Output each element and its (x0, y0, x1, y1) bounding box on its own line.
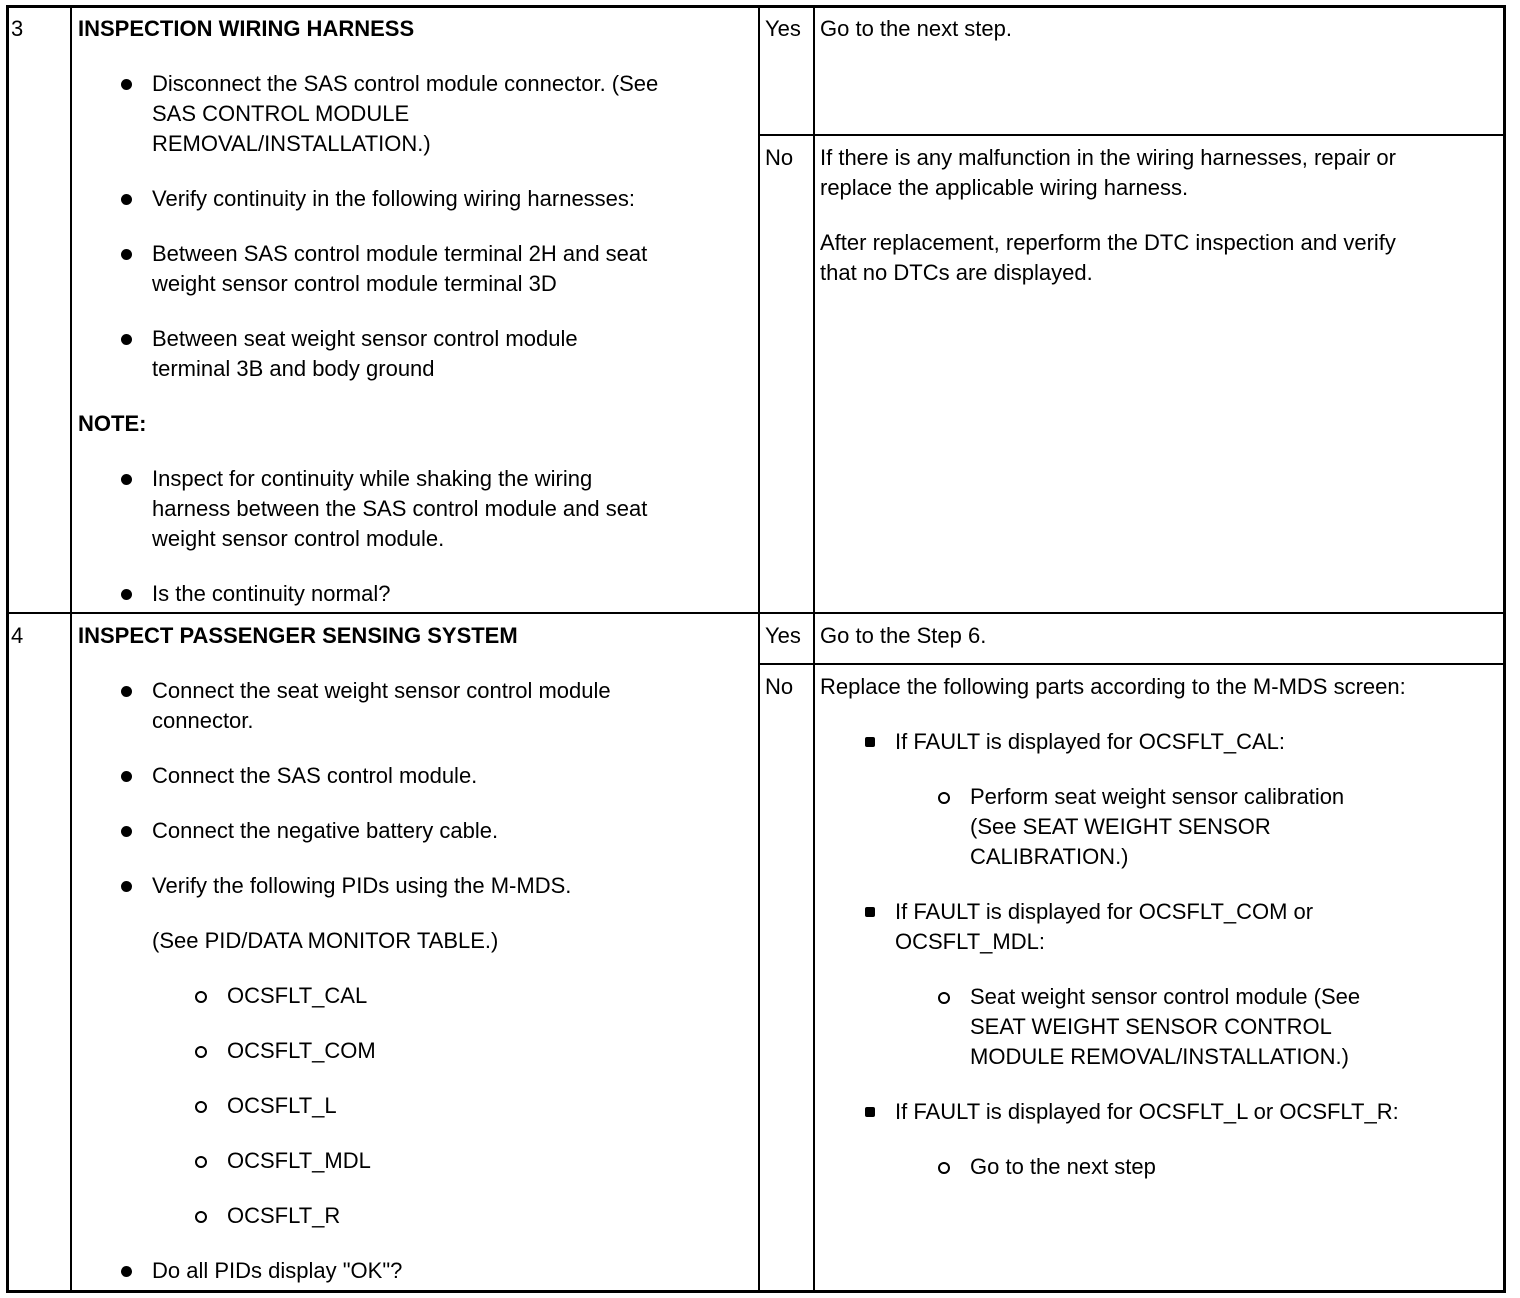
question-line: Do all PIDs display "OK"? (152, 1258, 403, 1283)
bullet-icon (121, 589, 132, 600)
bullet-icon (865, 737, 875, 747)
sub-bullet-icon (195, 991, 207, 1003)
sub-bullet-icon (195, 1101, 207, 1113)
instruction-line: REMOVAL/INSTALLATION.) (152, 131, 431, 156)
sub-bullet-icon (938, 792, 950, 804)
pid-item: OCSFLT_COM (227, 1038, 376, 1063)
bullet-icon (121, 79, 132, 90)
step-number: 3 (11, 16, 24, 41)
yes-label: Yes (765, 16, 801, 41)
pid-item: OCSFLT_MDL (227, 1148, 371, 1173)
instruction-line: Between SAS control module terminal 2H and seat (152, 241, 648, 266)
step-number: 4 (11, 623, 24, 648)
instruction-line: Verify continuity in the following wiring harnesses: (152, 186, 636, 211)
yes-action: Go to the Step 6. (820, 623, 987, 648)
no-action-line: After replacement, reperform the DTC inspection and verify (820, 230, 1396, 255)
remedy-line: CALIBRATION.) (970, 844, 1129, 869)
bullet-icon (121, 686, 132, 697)
no-action-line: If there is any malfunction in the wiring harnesses, repair or (820, 145, 1396, 170)
no-action-intro: Replace the following parts according to the M-MDS screen: (820, 674, 1406, 699)
bullet-icon (121, 881, 132, 892)
instruction-line: Connect the SAS control module. (152, 763, 478, 788)
bullet-icon (121, 771, 132, 782)
pid-item: OCSFLT_R (227, 1203, 341, 1228)
note-label: NOTE: (78, 411, 147, 436)
sub-bullet-icon (938, 1162, 950, 1174)
instruction-line: Between seat weight sensor control module (152, 326, 578, 351)
row-divider (6, 612, 1506, 614)
note-line: weight sensor control module. (152, 526, 445, 551)
column-divider-step (70, 5, 72, 1293)
remedy-line: MODULE REMOVAL/INSTALLATION.) (970, 1044, 1349, 1069)
sub-bullet-icon (195, 1211, 207, 1223)
bullet-icon (121, 194, 132, 205)
no-action-line: that no DTCs are displayed. (820, 260, 1093, 285)
pid-item: OCSFLT_L (227, 1093, 337, 1118)
note-line: Inspect for continuity while shaking the wiring (152, 466, 593, 491)
no-label: No (765, 674, 794, 699)
see-reference: (See PID/DATA MONITOR TABLE.) (152, 928, 499, 953)
column-divider-action (758, 5, 760, 1293)
question-line: Is the continuity normal? (152, 581, 391, 606)
bullet-icon (121, 334, 132, 345)
instruction-line: Disconnect the SAS control module connector. (See (152, 71, 659, 96)
condition-line: OCSFLT_MDL: (895, 929, 1045, 954)
note-line: harness between the SAS control module and seat (152, 496, 648, 521)
condition-line: If FAULT is displayed for OCSFLT_L or OCSFLT_R: (895, 1099, 1399, 1124)
yes-no-divider-row3 (758, 134, 1506, 136)
no-label: No (765, 145, 794, 170)
bullet-icon (121, 826, 132, 837)
yes-no-divider-row4 (758, 663, 1506, 665)
bullet-icon (865, 1107, 875, 1117)
instruction-line: weight sensor control module terminal 3D (152, 271, 557, 296)
sub-bullet-icon (938, 992, 950, 1004)
remedy-line: Perform seat weight sensor calibration (970, 784, 1345, 809)
bullet-icon (865, 907, 875, 917)
yes-action: Go to the next step. (820, 16, 1013, 41)
remedy-line: (See SEAT WEIGHT SENSOR (970, 814, 1271, 839)
instruction-line: connector. (152, 708, 254, 733)
instruction-line: Verify the following PIDs using the M-MDS. (152, 873, 572, 898)
instruction-line: terminal 3B and body ground (152, 356, 435, 381)
sub-bullet-icon (195, 1046, 207, 1058)
bullet-icon (121, 1266, 132, 1277)
bullet-icon (121, 249, 132, 260)
remedy-line: SEAT WEIGHT SENSOR CONTROL (970, 1014, 1332, 1039)
remedy-line: Seat weight sensor control module (See (970, 984, 1361, 1009)
sub-bullet-icon (195, 1156, 207, 1168)
condition-line: If FAULT is displayed for OCSFLT_COM or (895, 899, 1314, 924)
condition-line: If FAULT is displayed for OCSFLT_CAL: (895, 729, 1286, 754)
column-divider-result (813, 5, 815, 1293)
instruction-line: Connect the negative battery cable. (152, 818, 499, 843)
step-title: INSPECTION WIRING HARNESS (78, 16, 415, 41)
instruction-line: Connect the seat weight sensor control module (152, 678, 611, 703)
no-action-line: replace the applicable wiring harness. (820, 175, 1189, 200)
bullet-icon (121, 474, 132, 485)
instruction-line: SAS CONTROL MODULE (152, 101, 410, 126)
step-title: INSPECT PASSENGER SENSING SYSTEM (78, 623, 518, 648)
remedy-line: Go to the next step (970, 1154, 1156, 1179)
yes-label: Yes (765, 623, 801, 648)
pid-item: OCSFLT_CAL (227, 983, 368, 1008)
